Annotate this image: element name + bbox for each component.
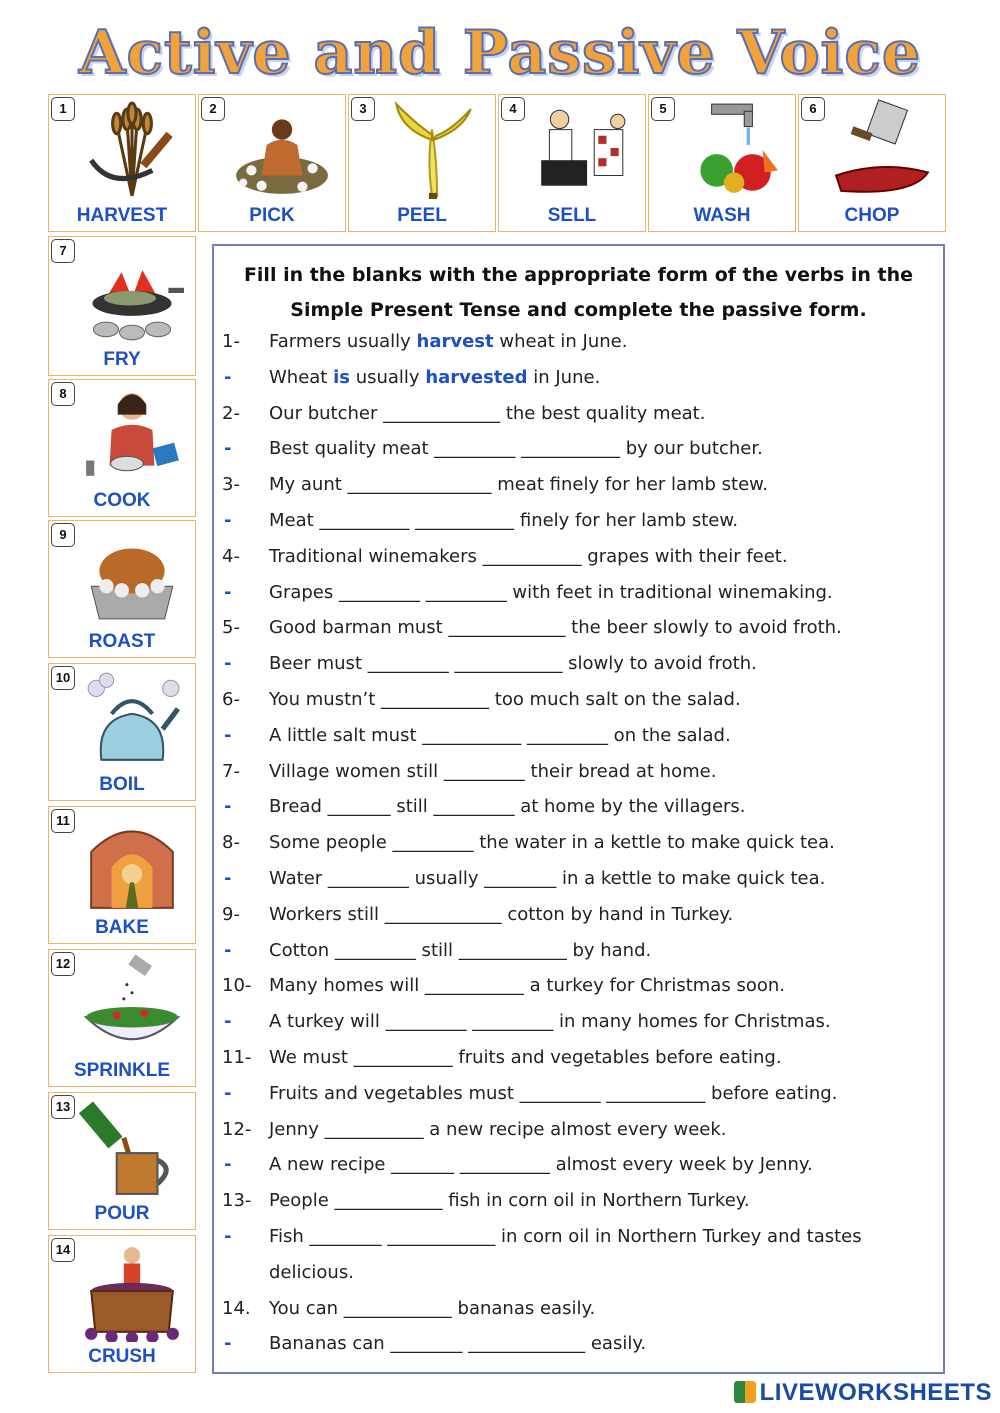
- line-number: -: [224, 1011, 232, 1033]
- salad-bowl-icon: [75, 954, 189, 1056]
- line-number: 9-: [222, 903, 240, 925]
- exercise-line[interactable]: [222, 1147, 935, 1183]
- exercise-line[interactable]: [222, 539, 935, 575]
- exercise-line[interactable]: [222, 718, 935, 754]
- card-label: BAKE: [95, 917, 149, 938]
- line-number: -: [224, 1154, 232, 1176]
- banana-icon: [375, 99, 489, 201]
- verb-card: [648, 94, 796, 232]
- line-text[interactable]: A new recipe _______ __________ almost every week by Jenny.: [269, 1154, 813, 1176]
- line-text[interactable]: A little salt must ___________ _________ on the salad.: [269, 724, 731, 746]
- roast-turkey-icon: [75, 525, 189, 627]
- exercise-line[interactable]: [222, 1326, 935, 1362]
- exercise-line[interactable]: [222, 1291, 935, 1327]
- exercise-line[interactable]: [222, 933, 935, 969]
- line-text: Wheat is usually harvested in June.: [269, 366, 601, 388]
- line-text[interactable]: Traditional winemakers ___________ grapes with their feet.: [269, 545, 788, 567]
- line-number: -: [224, 796, 232, 818]
- line-number: -: [224, 867, 232, 889]
- exercise-line[interactable]: [222, 1219, 935, 1255]
- card-number: 4: [501, 97, 525, 121]
- verb-card: [48, 663, 196, 801]
- line-text[interactable]: Our butcher _____________ the best quality meat.: [269, 402, 706, 424]
- line-number: 10-: [222, 975, 252, 997]
- exercise-line[interactable]: [222, 825, 935, 861]
- line-text: Farmers usually harvest wheat in June.: [269, 331, 628, 352]
- cotton-picker-icon: [225, 99, 339, 201]
- frying-pan-icon: [75, 241, 189, 345]
- card-number: 13: [51, 1095, 75, 1119]
- pour-mug-icon: [75, 1097, 189, 1199]
- line-text[interactable]: Many homes will ___________ a turkey for Christmas soon.: [269, 975, 785, 997]
- card-number: 6: [801, 97, 825, 121]
- card-number: 12: [51, 952, 75, 976]
- card-label: PICK: [249, 205, 295, 226]
- card-number: 3: [351, 97, 375, 121]
- line-text[interactable]: Water _________ usually ________ in a kettle to make quick tea.: [269, 867, 826, 889]
- line-text[interactable]: Beer must _________ ____________ slowly to avoid froth.: [269, 653, 757, 675]
- page-title: Active and Passive Voice: [78, 18, 922, 88]
- line-text[interactable]: Fish ________ ____________ in corn oil in Northern Turkey and tastes: [269, 1225, 862, 1247]
- card-number: 14: [51, 1238, 75, 1262]
- vegetables-tap-icon: [675, 99, 789, 201]
- line-text[interactable]: Some people _________ the water in a kettle to make quick tea.: [269, 832, 835, 854]
- line-number: 3-: [222, 474, 240, 496]
- line-number: -: [224, 724, 232, 746]
- line-number: 13-: [222, 1190, 252, 1212]
- exercise-lines: [222, 324, 935, 1362]
- exercise-line[interactable]: [222, 789, 935, 825]
- line-number: 1-: [222, 331, 240, 352]
- card-label: CHOP: [844, 205, 900, 226]
- exercise-line[interactable]: [222, 1255, 935, 1291]
- exercise-line[interactable]: [222, 968, 935, 1004]
- line-number: 12-: [222, 1118, 252, 1140]
- exercise-line[interactable]: [222, 1004, 935, 1040]
- card-number: 5: [651, 97, 675, 121]
- line-number: 2-: [222, 402, 240, 424]
- exercise-line[interactable]: [222, 396, 935, 432]
- liveworksheets-logo: LIVEWORKSHEETS: [734, 1379, 992, 1407]
- card-label: SELL: [547, 205, 597, 226]
- oven-icon: [75, 811, 189, 913]
- line-text[interactable]: Good barman must _____________ the beer slowly to avoid froth.: [269, 617, 842, 639]
- line-text[interactable]: Workers still _____________ cotton by hand in Turkey.: [269, 903, 734, 925]
- exercise-panel: [212, 244, 945, 1374]
- line-text[interactable]: delicious.: [269, 1261, 354, 1283]
- card-label: POUR: [94, 1203, 150, 1224]
- line-number: -: [224, 1333, 232, 1355]
- line-text[interactable]: Meat __________ ___________ finely for her lamb stew.: [269, 509, 739, 531]
- exercise-line[interactable]: [222, 575, 935, 611]
- card-number: 2: [201, 97, 225, 121]
- line-text[interactable]: Grapes _________ _________ with feet in traditional winemaking.: [269, 581, 833, 603]
- line-text[interactable]: Bananas can ________ _____________ easily.: [269, 1333, 647, 1355]
- card-label: SPRINKLE: [73, 1060, 171, 1081]
- exercise-line[interactable]: [222, 897, 935, 933]
- woman-cooking-icon: [75, 384, 189, 486]
- line-text[interactable]: Jenny ___________ a new recipe almost every week.: [269, 1118, 727, 1140]
- line-text[interactable]: Cotton _________ still ____________ by hand.: [269, 939, 652, 961]
- exercise-line[interactable]: [222, 1183, 935, 1219]
- answer-aux: is: [333, 366, 350, 388]
- card-number: 7: [51, 239, 75, 263]
- exercise-line[interactable]: [222, 1040, 935, 1076]
- card-label: COOK: [93, 490, 151, 511]
- line-text[interactable]: A turkey will _________ _________ in many homes for Christmas.: [269, 1011, 831, 1033]
- instructions: Fill in the blanks with the appropriate form of the verbs in the Simple Present Tense and complete the passive form.: [243, 264, 914, 321]
- line-number: -: [224, 1225, 232, 1247]
- exercise-line[interactable]: [222, 1112, 935, 1148]
- verb-card: [48, 379, 196, 517]
- line-number: -: [224, 509, 232, 531]
- card-number: 1: [51, 97, 75, 121]
- verb-card: [48, 949, 196, 1087]
- line-number: 6-: [222, 688, 240, 710]
- line-number: 11-: [222, 1046, 252, 1068]
- line-number: -: [224, 581, 232, 603]
- line-text[interactable]: We must ___________ fruits and vegetables before eating.: [269, 1046, 782, 1068]
- line-number: -: [224, 1082, 232, 1104]
- card-label: BOIL: [99, 774, 145, 795]
- exercise-line[interactable]: [222, 682, 935, 718]
- line-text[interactable]: People ____________ fish in corn oil in Northern Turkey.: [269, 1190, 750, 1212]
- line-text[interactable]: You can ____________ bananas easily.: [269, 1297, 596, 1319]
- card-number: 11: [51, 809, 75, 833]
- line-number: 8-: [222, 832, 240, 854]
- line-number: 7-: [222, 760, 240, 782]
- verb-card: [348, 94, 496, 232]
- exercise-line[interactable]: [222, 646, 935, 682]
- line-number: -: [224, 366, 232, 388]
- line-text[interactable]: Fruits and vegetables must _________ ___________ before eating.: [269, 1082, 838, 1104]
- line-text[interactable]: My aunt ________________ meat finely for her lamb stew.: [269, 474, 768, 496]
- card-label: HARVEST: [76, 205, 168, 226]
- verb-card: [48, 94, 196, 232]
- card-number: 10: [51, 666, 75, 690]
- line-number: -: [224, 939, 232, 961]
- line-number: 5-: [222, 617, 240, 639]
- verb-card: [498, 94, 646, 232]
- line-text[interactable]: Best quality meat _________ ___________ by our butcher.: [269, 438, 763, 460]
- line-number: -: [224, 438, 232, 460]
- card-label: WASH: [693, 205, 751, 226]
- card-label: FRY: [103, 349, 141, 370]
- verb-card: [48, 1092, 196, 1230]
- card-number: 9: [51, 523, 75, 547]
- line-number: 4-: [222, 545, 240, 567]
- line-text[interactable]: Bread _______ still _________ at home by the villagers.: [269, 796, 746, 818]
- line-number: 14.: [222, 1297, 251, 1319]
- exercise-line[interactable]: [222, 467, 935, 503]
- card-label: CRUSH: [88, 1346, 156, 1367]
- exercise-line[interactable]: [222, 861, 935, 897]
- line-text[interactable]: You mustn’t ____________ too much salt on the salad.: [269, 688, 741, 710]
- verb-card: [48, 520, 196, 658]
- line-text[interactable]: Village women still _________ their bread at home.: [269, 760, 717, 782]
- wheat-sickle-icon: [75, 99, 189, 201]
- liveworksheets-icon: [734, 1381, 756, 1403]
- exercise-line[interactable]: [222, 1076, 935, 1112]
- exercise-line: [222, 360, 935, 396]
- card-label: PEEL: [397, 205, 447, 226]
- answer-verb: harvested: [425, 366, 528, 388]
- cleaver-meat-icon: [825, 99, 939, 201]
- grape-barrel-icon: [75, 1240, 189, 1342]
- line-number: -: [224, 653, 232, 675]
- exercise-line: [222, 324, 935, 360]
- card-label: ROAST: [88, 631, 156, 652]
- exercise-line[interactable]: [222, 610, 935, 646]
- shop-icon: [525, 99, 639, 201]
- verb-card: [48, 236, 196, 376]
- verb-card: [198, 94, 346, 232]
- exercise-line[interactable]: [222, 503, 935, 539]
- answer-verb: harvest: [416, 331, 494, 352]
- verb-card: [798, 94, 946, 232]
- exercise-line[interactable]: [222, 431, 935, 467]
- verb-card: [48, 1235, 196, 1373]
- kettle-icon: [75, 668, 189, 770]
- card-number: 8: [51, 382, 75, 406]
- exercise-line[interactable]: [222, 754, 935, 790]
- verb-card: [48, 806, 196, 944]
